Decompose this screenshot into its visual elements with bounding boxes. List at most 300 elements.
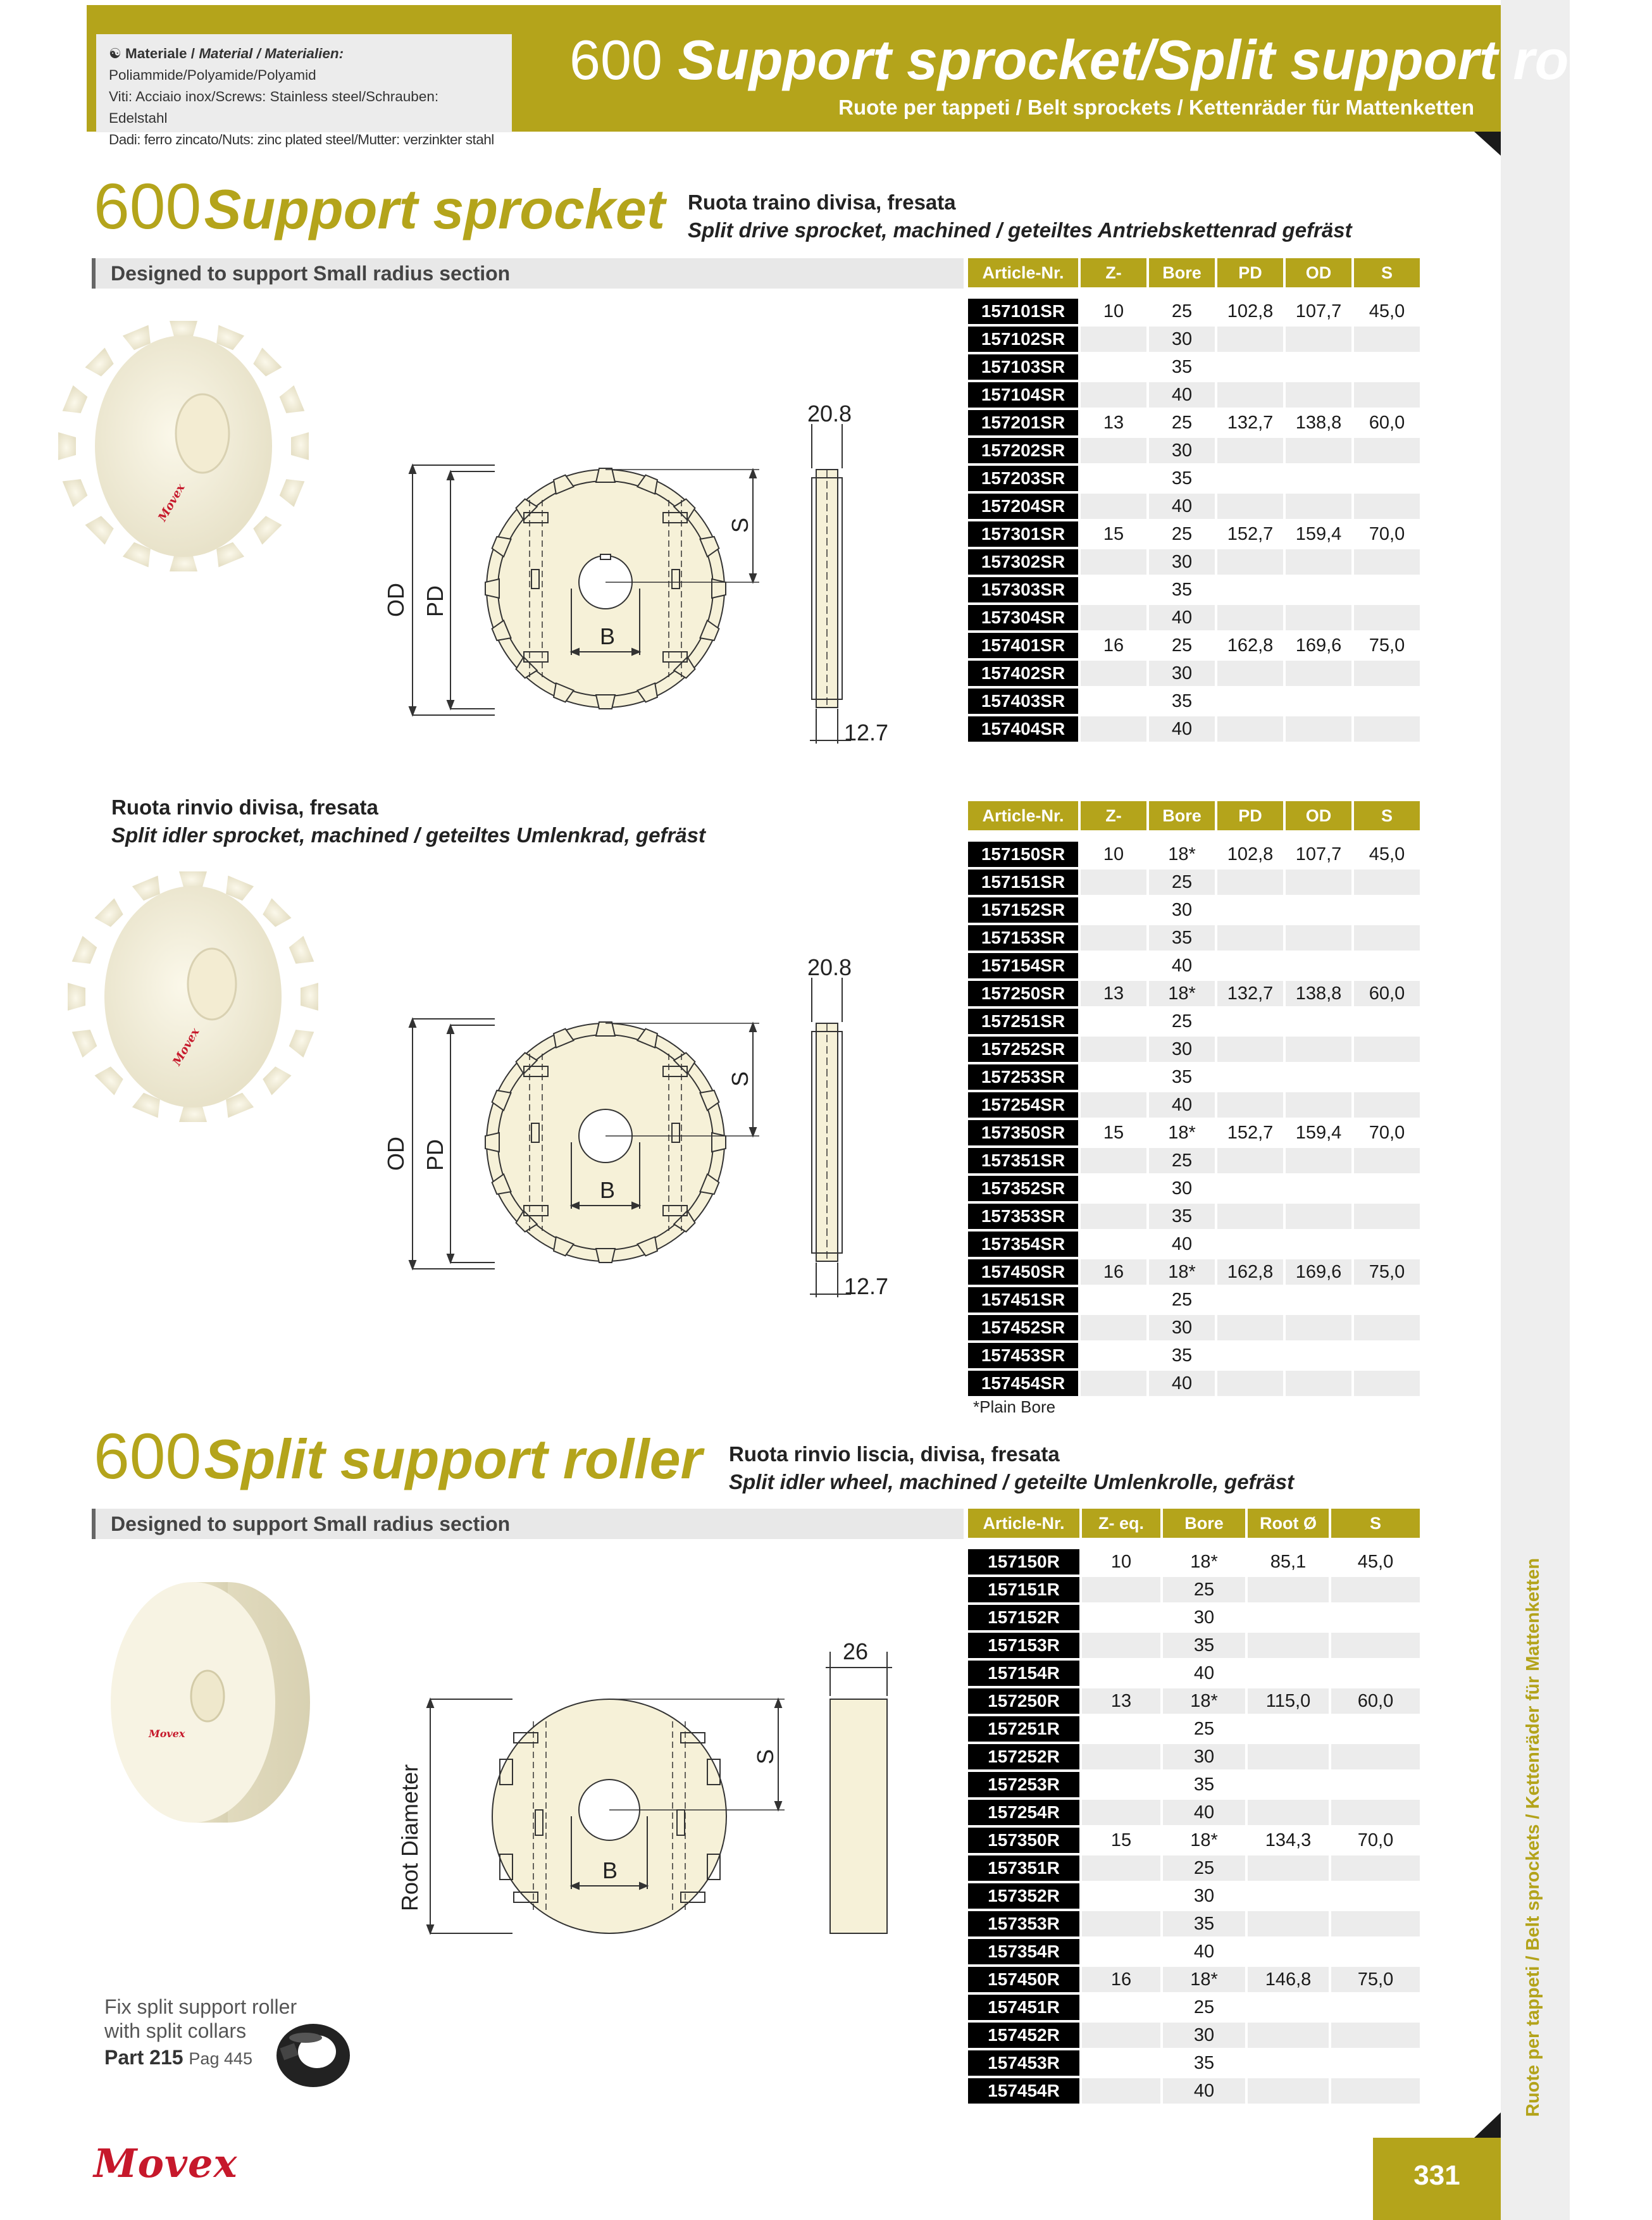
table-cell [1351, 549, 1420, 575]
table-cell [1078, 925, 1146, 951]
table-cell [1283, 466, 1351, 491]
table-cell [1329, 1577, 1420, 1602]
article-number-cell: 157254SR [968, 1092, 1078, 1118]
section1-title: 600 Support sprocket [94, 170, 666, 242]
table-cell: 35 [1146, 1343, 1215, 1368]
article-number-cell: 157450R [968, 1967, 1079, 1992]
table-cell [1079, 2023, 1160, 2048]
table-row [968, 1232, 1420, 1257]
table-cell [1078, 897, 1146, 923]
table-cell: 25 [1146, 299, 1215, 324]
table-cell [1283, 1064, 1351, 1090]
table-cell [1283, 382, 1351, 408]
table-cell [1215, 1148, 1283, 1173]
table-cell [1215, 577, 1283, 602]
col-s: S [1351, 801, 1420, 830]
table-cell: 159,4 [1283, 1120, 1351, 1145]
roller-drawing [380, 1626, 911, 1949]
section1-description: Ruota traino divisa, fresata Split drive sprocket, machined / geteiltes Antriebskettenrad gefräst [688, 190, 1352, 242]
table-cell [1078, 1371, 1146, 1396]
table-cell: 40 [1146, 1092, 1215, 1118]
table-cell [1351, 354, 1420, 380]
table-body [968, 299, 1420, 742]
table-cell [1351, 897, 1420, 923]
article-number-cell: 157201SR [968, 410, 1078, 435]
table-row [968, 897, 1420, 923]
table-cell: 25 [1160, 1855, 1245, 1881]
table-row [968, 1259, 1420, 1285]
table-cell [1078, 605, 1146, 630]
table-cell [1351, 577, 1420, 602]
table-cell [1283, 661, 1351, 686]
table-row [968, 925, 1420, 951]
table-cell [1283, 897, 1351, 923]
article-number-cell: 157103SR [968, 354, 1078, 380]
table-cell: 40 [1160, 1939, 1245, 1964]
table-cell [1078, 689, 1146, 714]
table-cell: 40 [1160, 1661, 1245, 1686]
table-cell: 45,0 [1351, 842, 1420, 867]
table-row [968, 1995, 1420, 2020]
table-cell [1215, 494, 1283, 519]
table-cell: 70,0 [1329, 1828, 1420, 1853]
article-number-cell: 157354SR [968, 1232, 1078, 1257]
table-cell [1215, 1287, 1283, 1313]
table-cell [1351, 1009, 1420, 1034]
table-cell [1215, 1037, 1283, 1062]
table-row [968, 549, 1420, 575]
article-number-cell: 157102SR [968, 327, 1078, 352]
table-cell: 102,8 [1215, 842, 1283, 867]
article-number-cell: 157153R [968, 1633, 1079, 1658]
table-cell: 132,7 [1215, 981, 1283, 1006]
table-cell [1078, 1092, 1146, 1118]
table-cell [1329, 2078, 1420, 2104]
table-cell [1351, 870, 1420, 895]
table-row [968, 410, 1420, 435]
table-cell: 162,8 [1215, 1259, 1283, 1285]
table-row [968, 842, 1420, 867]
fix-note [104, 1995, 297, 2071]
table-cell [1329, 1744, 1420, 1769]
table-cell: 30 [1146, 549, 1215, 575]
sprocket-photo-2 [95, 867, 304, 1126]
table-cell: 35 [1146, 354, 1215, 380]
table-cell: 18* [1160, 1688, 1245, 1714]
table-body [968, 842, 1420, 1396]
table-cell [1329, 1939, 1420, 1964]
table-cell [1351, 1232, 1420, 1257]
table-cell [1079, 1661, 1160, 1686]
table-cell [1283, 327, 1351, 352]
table-cell [1078, 870, 1146, 895]
table-cell [1351, 1092, 1420, 1118]
article-number-cell: 157153SR [968, 925, 1078, 951]
table-row [968, 981, 1420, 1006]
table-cell: 10 [1078, 842, 1146, 867]
table-cell [1351, 1315, 1420, 1340]
article-number-cell: 157251R [968, 1716, 1079, 1742]
sprocket-drawing-1 [380, 399, 889, 753]
fix-note-page-link[interactable]: Pag 445 [189, 2049, 253, 2068]
table-cell: 35 [1146, 1064, 1215, 1090]
article-number-cell: 157254R [968, 1800, 1079, 1825]
article-number-cell: 157301SR [968, 521, 1078, 547]
col-article: Article-Nr. [968, 258, 1078, 287]
table-cell [1351, 1176, 1420, 1201]
table-cell: 146,8 [1245, 1967, 1329, 1992]
table-cell: 30 [1146, 661, 1215, 686]
page-subtitle: Ruote per tappeti / Belt sprockets / Kettenräder für Mattenketten [838, 96, 1474, 119]
table-row [968, 633, 1420, 658]
article-number-cell: 157402SR [968, 661, 1078, 686]
materials-heading: ☯ Materiale / Material / Materialien: [109, 46, 344, 61]
b-label: B [602, 1857, 618, 1883]
table-cell [1283, 870, 1351, 895]
od-label: OD [383, 1137, 409, 1171]
table-cell [1351, 327, 1420, 352]
article-number-cell: 157203SR [968, 466, 1078, 491]
article-number-cell: 157152R [968, 1605, 1079, 1630]
table-cell [1078, 1064, 1146, 1090]
table-cell: 25 [1146, 521, 1215, 547]
table-cell: 40 [1146, 1232, 1215, 1257]
table-cell [1215, 1204, 1283, 1229]
table-cell: 40 [1146, 605, 1215, 630]
side-running-title: Ruote per tappeti / Belt sprockets / Kettenräder für Mattenketten [1523, 1557, 1543, 2117]
table-row [968, 1967, 1420, 1992]
article-number-cell: 157154R [968, 1661, 1079, 1686]
table-cell [1215, 925, 1283, 951]
plain-bore-note: *Plain Bore [973, 1397, 1056, 1416]
col-bore: Bore [1146, 258, 1215, 287]
table-row [968, 661, 1420, 686]
article-number-cell: 157450SR [968, 1259, 1078, 1285]
table-cell [1079, 1577, 1160, 1602]
table-cell: 35 [1160, 1633, 1245, 1658]
table-cell [1079, 1995, 1160, 2020]
col-bore: Bore [1160, 1509, 1245, 1538]
table-row [968, 1120, 1420, 1145]
table-cell: 40 [1160, 1800, 1245, 1825]
article-number-cell: 157352SR [968, 1176, 1078, 1201]
table-cell [1079, 2050, 1160, 2076]
split-collar-icon [269, 2012, 357, 2095]
table-cell: 10 [1079, 1549, 1160, 1575]
table-cell: 134,3 [1245, 1828, 1329, 1853]
page-title: 600 Support sprocket/Split support roller [569, 28, 1652, 91]
table-cell [1283, 953, 1351, 978]
table-cell [1078, 494, 1146, 519]
table-cell [1078, 1343, 1146, 1368]
table-cell [1283, 716, 1351, 742]
table-cell [1078, 354, 1146, 380]
table-cell: 25 [1146, 633, 1215, 658]
table-cell: 35 [1146, 577, 1215, 602]
table-cell: 35 [1160, 1772, 1245, 1797]
table-cell: 25 [1146, 1148, 1215, 1173]
article-number-cell: 157303SR [968, 577, 1078, 602]
table-cell [1351, 689, 1420, 714]
fix-note-line-1: Fix split support roller [104, 1995, 297, 2018]
table-cell [1283, 1232, 1351, 1257]
col-article: Article-Nr. [968, 801, 1078, 830]
table-header-row [968, 1509, 1420, 1538]
table-row [968, 1605, 1420, 1630]
table-cell [1351, 1343, 1420, 1368]
table-cell [1215, 466, 1283, 491]
section3-description: Ruota rinvio liscia, divisa, fresata Split idler wheel, machined / geteilte Umlenkrolle, gefräst [729, 1442, 1295, 1494]
movex-logo: Movex [94, 2140, 238, 2186]
table-cell [1245, 1772, 1329, 1797]
table-cell [1329, 1800, 1420, 1825]
table-row [968, 1037, 1420, 1062]
table-cell: 15 [1078, 521, 1146, 547]
table-idler-sprocket [968, 799, 1420, 1399]
table-cell [1079, 1605, 1160, 1630]
table-cell [1245, 1911, 1329, 1936]
table-cell: 40 [1160, 2078, 1245, 2104]
table-cell [1283, 1287, 1351, 1313]
article-number-cell: 157250SR [968, 981, 1078, 1006]
table-row [968, 382, 1420, 408]
table-cell [1329, 1911, 1420, 1936]
table-cell [1329, 1855, 1420, 1881]
table-cell: 18* [1160, 1967, 1245, 1992]
article-number-cell: 157151SR [968, 870, 1078, 895]
table-row [968, 1744, 1420, 1769]
table-cell [1351, 953, 1420, 978]
article-number-cell: 157351R [968, 1855, 1079, 1881]
table-row [968, 689, 1420, 714]
table-row [968, 1911, 1420, 1936]
materials-line-2: Viti: Acciaio inox/Screws: Stainless steel/Schrauben: Edelstahl [109, 89, 439, 126]
table-cell: 162,8 [1215, 633, 1283, 658]
header-corner-triangle [1474, 132, 1501, 156]
table-cell [1329, 1995, 1420, 2020]
table-cell [1215, 354, 1283, 380]
table-cell: 35 [1146, 466, 1215, 491]
table-cell [1245, 1800, 1329, 1825]
pd-label: PD [422, 585, 448, 617]
table-cell [1078, 1287, 1146, 1313]
col-od: OD [1283, 258, 1351, 287]
width-label-top: 20.8 [807, 401, 852, 427]
table-cell: 15 [1078, 1120, 1146, 1145]
b-label: B [600, 1177, 616, 1203]
table-row [968, 1855, 1420, 1881]
table-cell [1329, 2050, 1420, 2076]
article-number-cell: 157302SR [968, 549, 1078, 575]
table-cell [1329, 1883, 1420, 1909]
table-cell [1078, 716, 1146, 742]
table-cell: 30 [1146, 1037, 1215, 1062]
table-row [968, 299, 1420, 324]
table-cell [1351, 382, 1420, 408]
article-number-cell: 157453SR [968, 1343, 1078, 1368]
table-row [968, 2023, 1420, 2048]
table-cell [1245, 1633, 1329, 1658]
table-row [968, 1204, 1420, 1229]
table-row [968, 1883, 1420, 1909]
table-cell [1215, 870, 1283, 895]
table-cell: 35 [1146, 689, 1215, 714]
table-cell [1078, 1204, 1146, 1229]
table-cell: 107,7 [1283, 299, 1351, 324]
table-cell [1215, 897, 1283, 923]
table-cell: 35 [1160, 2050, 1245, 2076]
table-cell: 169,6 [1283, 633, 1351, 658]
article-number-cell: 157354R [968, 1939, 1079, 1964]
materials-box [96, 34, 512, 147]
table-row [968, 1315, 1420, 1340]
table-cell [1215, 1371, 1283, 1396]
svg-text:Movex: Movex [149, 1728, 185, 1740]
article-number-cell: 157353SR [968, 1204, 1078, 1229]
table-cell: 35 [1146, 1204, 1215, 1229]
table-cell: 30 [1160, 1744, 1245, 1769]
table-cell [1351, 925, 1420, 951]
table-row [968, 2050, 1420, 2076]
table-cell [1215, 549, 1283, 575]
materials-icon: ☯ [109, 46, 121, 61]
article-number-cell: 157151R [968, 1577, 1079, 1602]
table-cell: 18* [1146, 1259, 1215, 1285]
table-cell [1215, 327, 1283, 352]
table-cell [1079, 1716, 1160, 1742]
table-row [968, 1661, 1420, 1686]
table-cell [1215, 1232, 1283, 1257]
table-cell [1283, 689, 1351, 714]
table-row [968, 1549, 1420, 1575]
table-row [968, 466, 1420, 491]
article-number-cell: 157202SR [968, 438, 1078, 463]
article-number-cell: 157253R [968, 1772, 1079, 1797]
table-cell [1215, 605, 1283, 630]
table-cell: 30 [1146, 1315, 1215, 1340]
table-cell [1283, 925, 1351, 951]
table-cell: 30 [1146, 1176, 1215, 1201]
article-number-cell: 157451SR [968, 1287, 1078, 1313]
table-cell: 75,0 [1351, 1259, 1420, 1285]
roller-width-label: 26 [843, 1638, 869, 1664]
table-cell: 70,0 [1351, 1120, 1420, 1145]
table-cell [1079, 1744, 1160, 1769]
table-cell: 115,0 [1245, 1688, 1329, 1714]
table-cell [1351, 1037, 1420, 1062]
table-row [968, 1577, 1420, 1602]
col-pd: PD [1215, 258, 1283, 287]
article-number-cell: 157352R [968, 1883, 1079, 1909]
table-cell [1329, 1633, 1420, 1658]
table-cell [1283, 1148, 1351, 1173]
table-row [968, 1800, 1420, 1825]
table-cell: 75,0 [1351, 633, 1420, 658]
table-row [968, 354, 1420, 380]
table-cell: 18* [1146, 1120, 1215, 1145]
article-number-cell: 157452SR [968, 1315, 1078, 1340]
table-row [968, 521, 1420, 547]
width-label-bottom: 12.7 [844, 720, 889, 745]
table-row [968, 1148, 1420, 1173]
table-cell [1329, 2023, 1420, 2048]
col-article: Article-Nr. [968, 1509, 1079, 1538]
table-cell [1245, 1716, 1329, 1742]
article-number-cell: 157252SR [968, 1037, 1078, 1062]
table-cell [1245, 2078, 1329, 2104]
table-cell: 13 [1078, 981, 1146, 1006]
table-cell [1079, 1939, 1160, 1964]
table-cell: 40 [1146, 382, 1215, 408]
table-cell [1215, 689, 1283, 714]
table-cell: 107,7 [1283, 842, 1351, 867]
col-od: OD [1283, 801, 1351, 830]
sprocket-photo-1 [89, 316, 297, 576]
table-row [968, 1064, 1420, 1090]
article-number-cell: 157253SR [968, 1064, 1078, 1090]
table-row [968, 953, 1420, 978]
table-cell [1245, 1855, 1329, 1881]
table-cell [1078, 661, 1146, 686]
table-row [968, 2078, 1420, 2104]
article-number-cell: 157353R [968, 1911, 1079, 1936]
table-cell [1329, 1772, 1420, 1797]
table-cell: 30 [1146, 327, 1215, 352]
s-label: S [727, 1071, 753, 1087]
s-label: S [727, 517, 753, 533]
table-row [968, 1939, 1420, 1964]
table-cell [1283, 605, 1351, 630]
materials-line-1: Poliammide/Polyamide/Polyamid [109, 67, 316, 83]
table-cell: 25 [1160, 1577, 1245, 1602]
article-number-cell: 157204SR [968, 494, 1078, 519]
table-cell [1078, 1148, 1146, 1173]
article-number-cell: 157350R [968, 1828, 1079, 1853]
table-cell [1329, 1661, 1420, 1686]
table-cell [1215, 1343, 1283, 1368]
pd-label: PD [422, 1138, 448, 1171]
table-cell: 13 [1079, 1688, 1160, 1714]
table-cell: 45,0 [1351, 299, 1420, 324]
table-cell: 85,1 [1245, 1549, 1329, 1575]
roller-photo [101, 1566, 329, 1832]
table-cell [1283, 494, 1351, 519]
table-cell: 152,7 [1215, 1120, 1283, 1145]
col-pd: PD [1215, 801, 1283, 830]
table-cell: 152,7 [1215, 521, 1283, 547]
table-cell [1245, 1995, 1329, 2020]
table-cell: 35 [1160, 1911, 1245, 1936]
table-cell: 25 [1146, 1287, 1215, 1313]
article-number-cell: 157251SR [968, 1009, 1078, 1034]
footer-corner-triangle [1474, 2112, 1501, 2138]
table-cell: 30 [1146, 438, 1215, 463]
table-cell: 30 [1146, 897, 1215, 923]
table-cell: 45,0 [1329, 1549, 1420, 1575]
table-row [968, 1176, 1420, 1201]
table-cell [1215, 438, 1283, 463]
table-cell [1283, 354, 1351, 380]
article-number-cell: 157104SR [968, 382, 1078, 408]
od-label: OD [383, 583, 409, 617]
article-number-cell: 157150SR [968, 842, 1078, 867]
article-number-cell: 157250R [968, 1688, 1079, 1714]
table-cell [1215, 716, 1283, 742]
table-cell [1078, 953, 1146, 978]
table-cell: 30 [1160, 1605, 1245, 1630]
table-row [968, 1828, 1420, 1853]
table-cell [1078, 382, 1146, 408]
